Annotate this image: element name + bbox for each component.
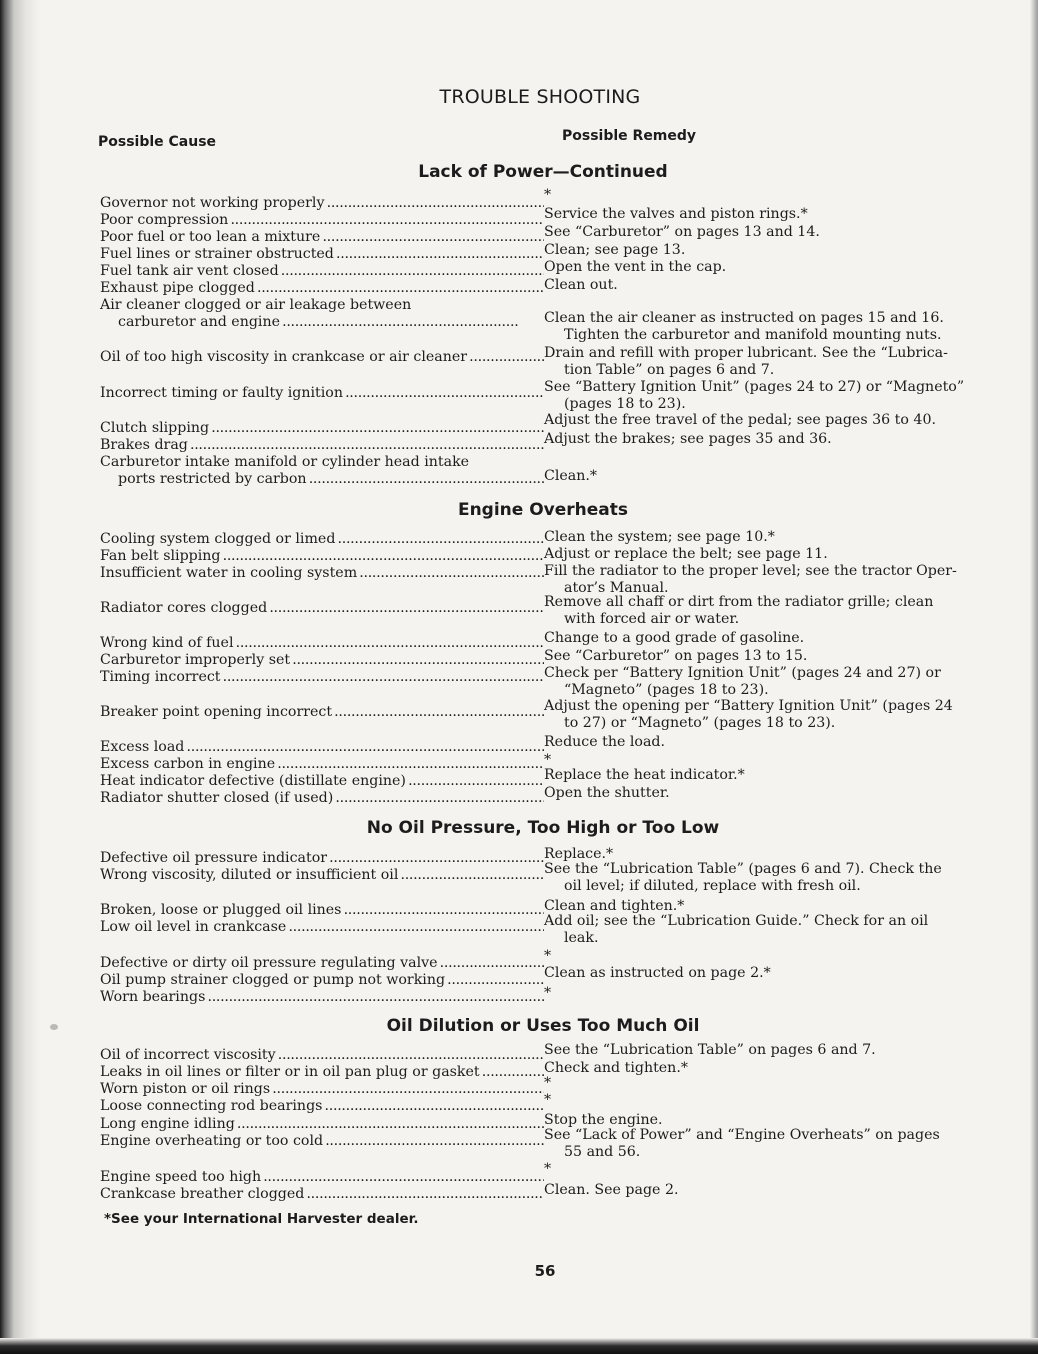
- remedy-text: Check and tighten.*: [544, 1060, 688, 1076]
- cause-text: Wrong kind of fuel . . .: [100, 635, 544, 652]
- remedy-text: [544, 594, 990, 628]
- possible-cause-header: Possible Cause: [98, 134, 217, 150]
- remedy-line-1: Check per “Battery Ignition Unit” (pages 24 and 27) or: [544, 665, 941, 681]
- cause-text: Timing incorrect . . .: [100, 669, 544, 686]
- cause-text: Fan belt slipping . . .: [100, 548, 544, 565]
- cause-text: Defective or dirty oil pressure regulating valve . . .: [100, 955, 544, 972]
- cause-text: Poor fuel or too lean a mixture . . .: [100, 229, 544, 246]
- remedy-text: [544, 913, 990, 947]
- cause-text: Excess load . . .: [100, 739, 544, 756]
- cause-text: Oil of too high viscosity in crankcase or air cleaner . . .: [100, 349, 544, 366]
- page-number: 56: [534, 1262, 556, 1280]
- cause-text: Oil of incorrect viscosity . . .: [100, 1047, 544, 1064]
- cause-text: Long engine idling . . .: [100, 1116, 544, 1133]
- book-binding-shadow: [0, 0, 40, 1354]
- remedy-text: [544, 345, 990, 379]
- remedy-text: Clean as instructed on page 2.*: [544, 965, 771, 981]
- remedy-line-2: leak.: [564, 930, 599, 946]
- remedy-text: Clean the system; see page 10.*: [544, 529, 775, 545]
- remedy-text: *: [544, 1075, 552, 1091]
- cause-text: Fuel tank air vent closed . . .: [100, 263, 544, 280]
- section-heading-engine-overheats: Engine Overheats: [457, 500, 629, 520]
- cause-text: Engine overheating or too cold . . .: [100, 1133, 544, 1150]
- remedy-line-2: ator’s Manual.: [564, 580, 669, 596]
- cause-text: Heat indicator defective (distillate engine) . . .: [100, 773, 544, 790]
- remedy-text: [544, 698, 990, 732]
- remedy-line-2: with forced air or water.: [564, 611, 740, 627]
- section-heading-lack-of-power: Lack of Power—Continued: [418, 162, 668, 182]
- page-edge-bottom: [0, 1338, 1038, 1354]
- remedy-text: Clean.*: [544, 468, 597, 484]
- remedy-text: Adjust or replace the belt; see page 11.: [544, 546, 828, 562]
- remedy-text: [544, 665, 990, 699]
- cause-text: Loose connecting rod bearings . . .: [100, 1098, 544, 1115]
- footnote: *See your International Harvester dealer.: [104, 1211, 419, 1227]
- cause-text: Worn piston or oil rings . . .: [100, 1081, 544, 1098]
- remedy-line-2: tion Table” on pages 6 and 7.: [564, 362, 775, 378]
- page-title: TROUBLE SHOOTING: [439, 86, 641, 108]
- remedy-line-2: “Magneto” (pages 18 to 23).: [564, 682, 769, 698]
- cause-line-2: carburetor and engine . . .: [100, 314, 544, 331]
- cause-text: Broken, loose or plugged oil lines . . .: [100, 902, 544, 919]
- remedy-line-1: Add oil; see the “Lubrication Guide.” Check for an oil: [544, 913, 929, 929]
- cause-text: Exhaust pipe clogged . . .: [100, 280, 544, 297]
- remedy-text: [544, 1127, 990, 1161]
- cause-text: Radiator cores clogged . . .: [100, 600, 544, 617]
- remedy-text: Adjust the brakes; see pages 35 and 36.: [544, 431, 832, 447]
- remedy-text: [544, 379, 990, 413]
- cause-text: Clutch slipping . . .: [100, 420, 544, 437]
- cause-text: Breaker point opening incorrect . . .: [100, 704, 544, 721]
- remedy-text: Adjust the free travel of the pedal; see pages 36 to 40.: [544, 412, 936, 428]
- page-edge-right: [1030, 0, 1038, 1354]
- remedy-text: [544, 861, 990, 895]
- cause-text: Fuel lines or strainer obstructed . . .: [100, 246, 544, 263]
- remedy-text: Stop the engine.: [544, 1112, 663, 1128]
- cause-text: Radiator shutter closed (if used) . . .: [100, 790, 544, 807]
- remedy-text: Clean and tighten.*: [544, 898, 685, 914]
- cause-text: Brakes drag . . .: [100, 437, 544, 454]
- remedy-text: *: [544, 948, 552, 964]
- cause-text: Leaks in oil lines or filter or in oil pan plug or gasket . . .: [100, 1064, 544, 1081]
- remedy-line-1: Drain and refill with proper lubricant. See the “Lubrica-: [544, 345, 948, 361]
- cause-text: Carburetor improperly set . . .: [100, 652, 544, 669]
- remedy-line-2: oil level; if diluted, replace with fresh oil.: [564, 878, 861, 894]
- remedy-text: Service the valves and piston rings.*: [544, 206, 808, 222]
- remedy-line-1: Adjust the opening per “Battery Ignition Unit” (pages 24: [544, 698, 953, 714]
- remedy-text: Replace the heat indicator.*: [544, 767, 745, 783]
- remedy-text: *: [544, 752, 552, 768]
- cause-text: Insufficient water in cooling system . . .: [100, 565, 544, 582]
- remedy-line-1: Clean the air cleaner as instructed on pages 15 and 16.: [544, 310, 944, 326]
- cause-text: [100, 454, 544, 488]
- remedy-text: Clean. See page 2.: [544, 1182, 679, 1198]
- remedy-text: Replace.*: [544, 846, 614, 862]
- remedy-text: *: [544, 1092, 552, 1108]
- remedy-line-2: 55 and 56.: [564, 1144, 641, 1160]
- remedy-text: *: [544, 1161, 552, 1177]
- cause-text: Governor not working properly . . .: [100, 195, 544, 212]
- remedy-text: Reduce the load.: [544, 734, 666, 750]
- section-heading-oil-dilution: Oil Dilution or Uses Too Much Oil: [386, 1016, 700, 1036]
- cause-text: Low oil level in crankcase . . .: [100, 919, 544, 936]
- cause-line-2: ports restricted by carbon . . .: [100, 471, 544, 488]
- remedy-line-2: to 27) or “Magneto” (pages 18 to 23).: [564, 715, 836, 731]
- remedy-line-1: See “Battery Ignition Unit” (pages 24 to 27) or “Magneto”: [544, 379, 965, 395]
- section-heading-no-oil-pressure: No Oil Pressure, Too High or Too Low: [366, 818, 720, 838]
- remedy-text: *: [544, 187, 552, 203]
- remedy-text: See “Carburetor” on pages 13 and 14.: [544, 224, 820, 240]
- remedy-text: *: [544, 985, 552, 1001]
- remedy-text: [544, 310, 990, 344]
- remedy-text: Open the vent in the cap.: [544, 259, 727, 275]
- remedy-text: Open the shutter.: [544, 785, 670, 801]
- remedy-line-1: Fill the radiator to the proper level; see the tractor Oper-: [544, 563, 957, 579]
- possible-remedy-header: Possible Remedy: [562, 128, 697, 144]
- cause-text: Cooling system clogged or limed . . .: [100, 531, 544, 548]
- cause-line-1: Carburetor intake manifold or cylinder head intake: [100, 454, 470, 470]
- cause-text: Engine speed too high . . .: [100, 1169, 544, 1186]
- cause-text: Incorrect timing or faulty ignition . . .: [100, 385, 544, 402]
- remedy-line-1: See the “Lubrication Table” (pages 6 and 7). Check the: [544, 861, 942, 877]
- cause-text: [100, 297, 544, 331]
- cause-text: Oil pump strainer clogged or pump not working . . .: [100, 972, 544, 989]
- remedy-text: See “Carburetor” on pages 13 to 15.: [544, 648, 808, 664]
- cause-text: Excess carbon in engine . . .: [100, 756, 544, 773]
- remedy-line-2: (pages 18 to 23).: [564, 396, 686, 412]
- cause-line-1: Air cleaner clogged or air leakage between: [100, 297, 412, 313]
- remedy-text: [544, 563, 990, 597]
- remedy-text: Change to a good grade of gasoline.: [544, 630, 805, 646]
- remedy-line-2: Tighten the carburetor and manifold mounting nuts.: [564, 327, 942, 343]
- cause-text: Defective oil pressure indicator . . .: [100, 850, 544, 867]
- remedy-text: See the “Lubrication Table” on pages 6 and 7.: [544, 1042, 876, 1058]
- remedy-line-1: Remove all chaff or dirt from the radiator grille; clean: [544, 594, 934, 610]
- cause-text: Poor compression . . .: [100, 212, 544, 229]
- cause-text: Wrong viscosity, diluted or insufficient oil . . .: [100, 867, 544, 884]
- cause-text: Worn bearings . . .: [100, 989, 544, 1006]
- remedy-text: Clean out.: [544, 277, 618, 293]
- remedy-text: Clean; see page 13.: [544, 242, 686, 258]
- remedy-line-1: See “Lack of Power” and “Engine Overheats” on pages: [544, 1127, 940, 1143]
- cause-text: Crankcase breather clogged . . .: [100, 1186, 544, 1203]
